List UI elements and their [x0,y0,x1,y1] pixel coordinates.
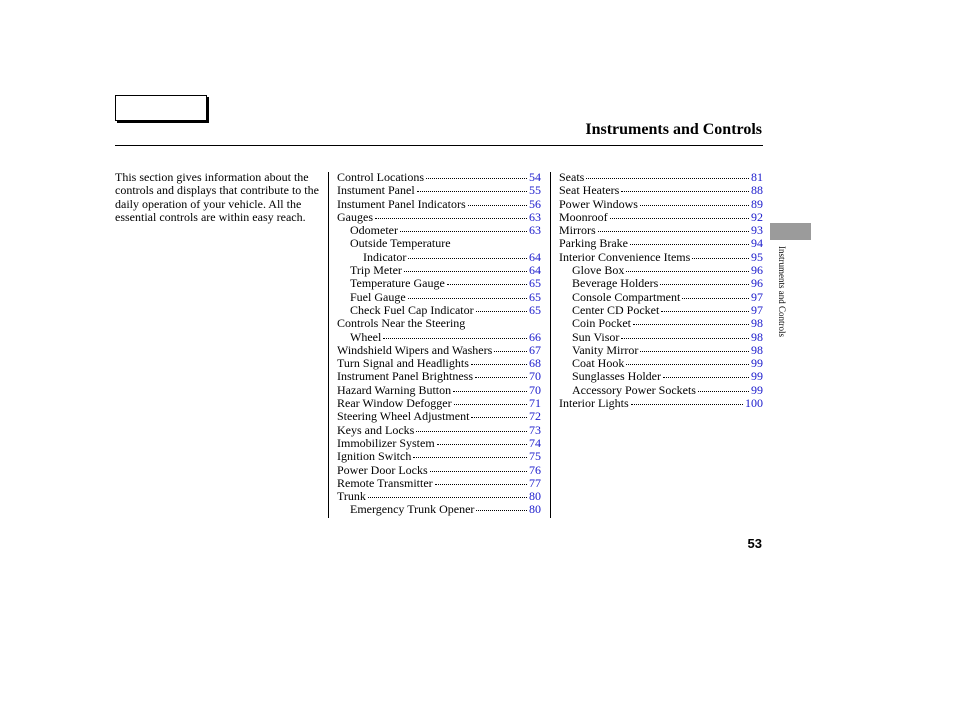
toc-page-link[interactable]: 99 [751,369,763,384]
toc-entry-label: Center CD Pocket [572,302,660,317]
toc-leader-dots [692,249,749,259]
toc-leader-dots [404,262,527,272]
toc-page-link[interactable]: 99 [751,382,763,397]
toc-leader-dots [631,395,743,405]
toc-entry-label: Ignition Switch [337,449,412,464]
column-divider-1 [328,172,329,518]
toc-page-link[interactable]: 96 [751,276,763,291]
toc-entry-label: Trunk [337,489,366,504]
toc-leader-dots [417,182,527,192]
toc-page-link[interactable]: 65 [529,302,541,317]
toc-entry-label: Steering Wheel Adjustment [337,409,470,424]
toc-leader-dots [626,262,749,272]
toc-leader-dots [447,275,527,285]
toc-leader-dots [430,462,527,472]
toc-entry-label: Seat Heaters [559,183,620,198]
toc-entry-label: Interior Lights [559,396,629,411]
toc-leader-dots [435,475,527,485]
toc-entry-label: Indicator [363,249,407,264]
toc-entry-label: Sun Visor [572,329,620,344]
toc-page-link[interactable]: 92 [751,209,763,224]
intro-paragraph: This section gives information about the controls and displays that contribute to the daily operation of your vehicle. All the essential controls are within easy reach. [115,170,319,225]
toc-leader-dots [437,435,527,445]
navigation-box[interactable] [115,95,207,121]
toc-page-link[interactable]: 99 [751,356,763,371]
page-number: 53 [747,536,762,551]
toc-entry-label: Parking Brake [559,236,628,251]
toc-page-link[interactable]: 72 [529,409,541,424]
toc-page-link[interactable]: 68 [529,356,541,371]
toc-leader-dots [475,368,527,378]
toc-page-link[interactable]: 75 [529,449,541,464]
toc-leader-dots [375,209,527,219]
toc-leader-dots [368,488,527,498]
header-rule [115,145,763,146]
toc-page-link[interactable]: 55 [529,183,541,198]
toc-leader-dots [626,355,749,365]
toc-leader-dots [416,422,527,432]
toc-leader-dots [640,342,749,352]
toc-entry-label: Control Locations [337,170,424,184]
toc-leader-dots [663,368,749,378]
toc-page-link[interactable]: 96 [751,263,763,278]
toc-entry-label: Gauges [337,209,373,224]
toc-page-link[interactable]: 54 [529,170,541,184]
toc-page-link[interactable]: 94 [751,236,763,251]
toc-page-link[interactable]: 71 [529,396,541,411]
toc-page-link[interactable]: 70 [529,369,541,384]
toc-entry-label: Vanity Mirror [572,342,639,357]
toc-leader-dots [633,315,749,325]
toc-entry-label: Windshield Wipers and Washers [337,342,493,357]
toc-page-link[interactable]: 70 [529,382,541,397]
toc-page-link[interactable]: 67 [529,342,541,357]
toc-entry-label: Accessory Power Sockets [572,382,696,397]
toc-leader-dots [383,329,527,339]
toc-entry-label: Controls Near the Steering [337,316,466,331]
toc-entry-label: Coat Hook [572,356,625,371]
toc-page-link[interactable]: 98 [751,316,763,331]
toc-leader-dots [454,395,527,405]
toc-entry-label: Outside Temperature [350,236,451,251]
toc-leader-dots [621,329,749,339]
toc-leader-dots [468,196,527,206]
toc-leader-dots [661,302,749,312]
toc-leader-dots [408,289,527,299]
toc-leader-dots [598,222,749,232]
toc-entry-label: Hazard Warning Button [337,382,452,397]
toc-entry[interactable] [337,224,541,237]
toc-entry-label: Keys and Locks [337,422,415,437]
toc-entry-label: Coin Pocket [572,316,631,331]
toc-leader-dots [682,289,749,299]
toc-page-link[interactable]: 98 [751,342,763,357]
toc-leader-dots [610,209,749,219]
toc-entry-label: Seats [559,170,585,184]
toc-entry-label: Instument Panel [337,183,415,198]
toc-entry-label: Interior Convenience Items [559,249,691,264]
toc-entry-label: Rear Window Defogger [337,396,452,411]
toc-leader-dots [494,342,527,352]
toc-entry-label: Temperature Gauge [350,276,445,291]
toc-page-link[interactable]: 56 [529,196,541,211]
toc-entry-label: Wheel [350,329,382,344]
toc-page-link[interactable]: 97 [751,289,763,304]
toc-page-link[interactable]: 64 [529,263,541,278]
toc-entry-label: Beverage Holders [572,276,659,291]
toc-column-2 [559,171,763,410]
toc-leader-dots [586,169,749,179]
toc-entry-label: Check Fuel Cap Indicator [350,302,474,317]
toc-leader-dots [476,302,527,312]
toc-leader-dots [621,182,749,192]
toc-page-link[interactable]: 65 [529,276,541,291]
toc-entry[interactable] [337,304,541,317]
toc-page-link[interactable]: 95 [751,249,763,264]
toc-entry-label: Console Compartment [572,289,681,304]
toc-page-link[interactable]: 93 [751,223,763,238]
toc-leader-dots [453,382,527,392]
toc-entry-label: Turn Signal and Headlights [337,356,469,371]
toc-entry-label: Moonroof [559,209,608,224]
toc-page-link[interactable]: 88 [751,183,763,198]
toc-page-link[interactable]: 77 [529,475,541,490]
toc-leader-dots [698,382,749,392]
toc-entry-label: Sunglasses Holder [572,369,661,384]
toc-entry[interactable] [559,397,763,410]
toc-leader-dots [630,235,749,245]
toc-entry-label: Emergency Trunk Opener [350,502,475,517]
toc-page-link[interactable]: 80 [529,489,541,504]
toc-column-1 [337,171,541,517]
toc-entry-label: Power Windows [559,196,638,211]
toc-entry-label: Remote Transmitter [337,475,433,490]
toc-leader-dots [640,196,749,206]
toc-leader-dots [471,355,527,365]
toc-entry-label: Odometer [350,223,398,238]
toc-page-link[interactable]: 76 [529,462,541,477]
toc-page-link[interactable]: 63 [529,223,541,238]
toc-leader-dots [426,169,527,179]
toc-entry-label: Mirrors [559,223,596,238]
page-title: Instruments and Controls [585,121,762,138]
toc-page-link[interactable]: 65 [529,289,541,304]
toc-entry[interactable] [337,503,541,516]
toc-page-link[interactable]: 89 [751,196,763,211]
toc-entry-label: Instument Panel Indicators [337,196,466,211]
toc-entry-label: Trip Meter [350,263,402,278]
toc-leader-dots [413,448,527,458]
toc-entry-label: Fuel Gauge [350,289,406,304]
toc-entry-label: Power Door Locks [337,462,428,477]
toc-page-link[interactable]: 74 [529,435,541,450]
toc-leader-dots [660,275,749,285]
toc-leader-dots [471,408,527,418]
toc-page-link[interactable]: 98 [751,329,763,344]
toc-page-link[interactable]: 100 [745,396,763,411]
section-tab[interactable] [770,223,811,240]
column-divider-2 [550,172,551,518]
toc-page-link[interactable]: 97 [751,302,763,317]
toc-page-link[interactable]: 81 [751,170,763,184]
toc-entry-label: Glove Box [572,263,625,278]
toc-page-link[interactable]: 63 [529,209,541,224]
toc-leader-dots [400,222,527,232]
toc-page-link[interactable]: 80 [529,502,541,517]
toc-page-link[interactable]: 64 [529,249,541,264]
toc-leader-dots [408,249,527,259]
section-tab-label: Instruments and Controls [777,246,787,337]
toc-page-link[interactable]: 66 [529,329,541,344]
toc-entry-label: Instrument Panel Brightness [337,369,473,384]
toc-leader-dots [476,501,527,511]
toc-entry-label: Immobilizer System [337,435,435,450]
toc-page-link[interactable]: 73 [529,422,541,437]
